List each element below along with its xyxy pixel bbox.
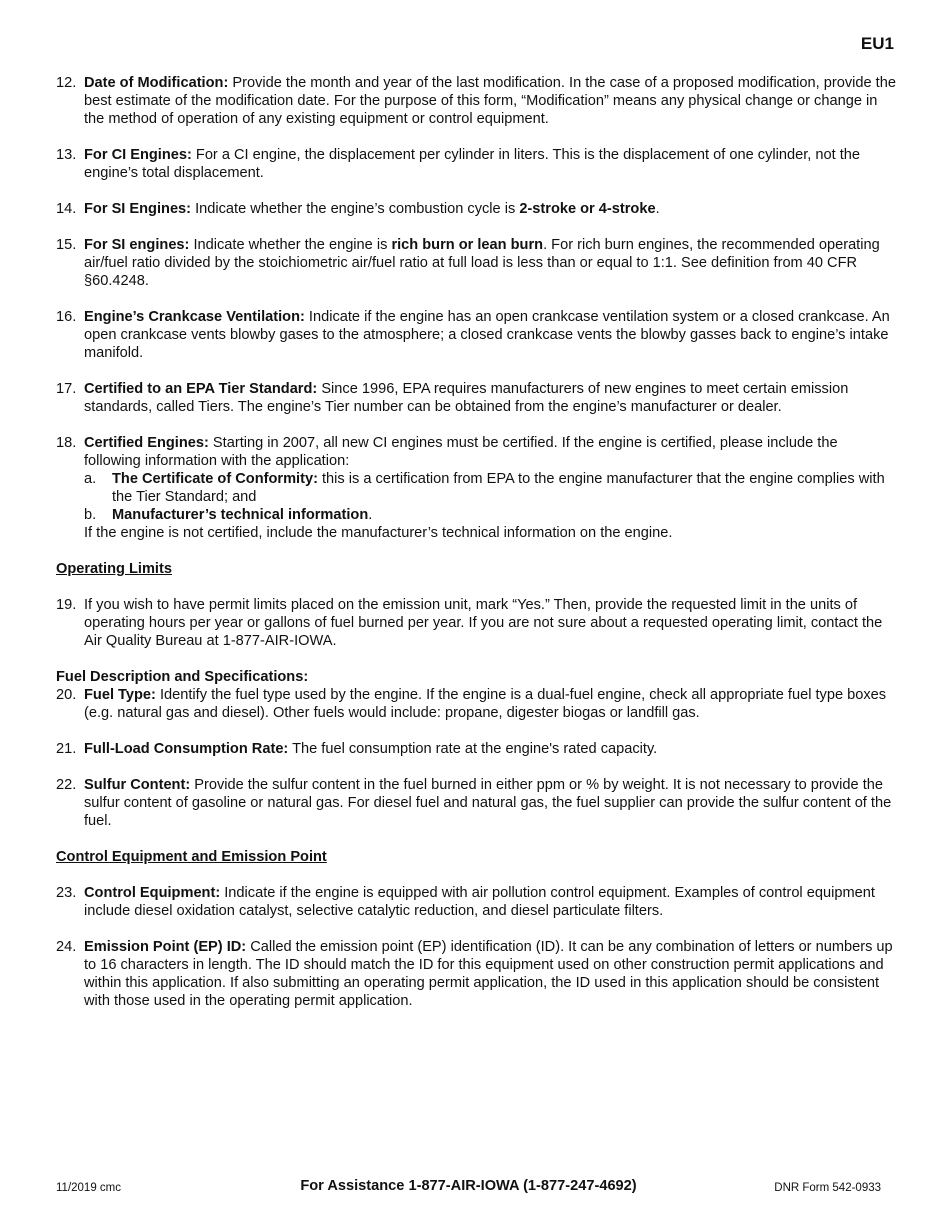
item-label: Certified to an EPA Tier Standard: [84,381,318,397]
item-12: 12. Date of Modification: Provide the month and year of the last modification. In the case of a proposed modification, provide the best estimate of the modification date. For the purpose of this form, “Modification” means any physical change or change in the method of operation of any existing equipment or control equipment. [56,75,896,127]
item-18: 18. Certified Engines: Starting in 2007, all new CI engines must be certified. If the engine is certified, please include the following information with the application: a. The Certificate of Conformity: this is a certification from EPA to the engine manufacturer that the engine complies with the Tier Standard; and b. Manufacturer’s technical information. If the engine is not certified, include the manufacturer’s technical information on the engine. [56,434,896,542]
item-note: If the engine is not certified, include the manufacturer’s technical information on the engine. [84,525,673,541]
page-footer [56,1178,881,1198]
item-label: For SI Engines: [84,201,192,217]
item-label: Full-Load Consumption Rate: [84,741,289,757]
item-22: 22. Sulfur Content: Provide the sulfur content in the fuel burned in either ppm or % by weight. It is not necessary to provide the sulfur content of gasoline or natural gas. For diesel fuel and natural gas, the fuel supplier can provide the sulfur content of the fuel. [56,777,892,829]
section-heading-fuel: Fuel Description and Specifications: [56,669,309,685]
item-label: Fuel Type: [84,687,156,703]
item-19: 19. If you wish to have permit limits placed on the emission unit, mark “Yes.” Then, provide the requested limit in the units of operating hours per year or gallons of fuel burned per year. If you are not sure about a requested operating limit, contact the Air Quality Bureau at 1-877-AIR-IOWA. [56,597,883,649]
item-24: 24. Emission Point (EP) ID: Called the emission point (EP) identification (ID). It can be any combination of letters or numbers up to 16 characters in length. The ID should match the ID for this equipment used on other construction permit applications and within this application. If also submitting an operating permit application, the ID used in this application should be consistent with those used in the operating permit application. [56,939,893,1009]
form-id: EU1 [860,34,894,53]
footer-form-number: DNR Form 542-0933 [774,1182,881,1194]
item-label: Engine’s Crankcase Ventilation: [84,309,305,325]
item-15: 15. For SI engines: Indicate whether the engine is rich burn or lean burn. For rich burn engines, the recommended operating air/fuel ratio divided by the stoichiometric air/fuel ratio at full load is less than or equal to 1:1. See definition from 40 CFR §60.4248. [56,237,880,289]
sub-item-a: a. The Certificate of Conformity: this is a certification from EPA to the engine manufacturer that the engine complies with the Tier Standard; and [84,471,885,505]
item-14: 14. For SI Engines: Indicate whether the engine’s combustion cycle is 2-stroke or 4-stroke. [56,201,660,217]
section-heading-control-equipment: Control Equipment and Emission Point [56,849,327,865]
item-21: 21. Full-Load Consumption Rate: The fuel consumption rate at the engine's rated capacity. [56,741,658,757]
instructions-content [56,74,896,1028]
section-heading-operating-limits: Operating Limits [56,561,172,577]
item-label: For CI Engines: [84,147,192,163]
item-16: 16. Engine’s Crankcase Ventilation: Indicate if the engine has an open crankcase ventilation system or a closed crankcase. An open crankcase vents blowby gases to the atmosphere; a closed crankcase vents the blowby gasses back to engine’s intake manifold. [56,309,890,361]
item-20: 20. Fuel Type: Identify the fuel type used by the engine. If the engine is a dual-fuel engine, check all appropriate fuel type boxes (e.g. natural gas and diesel). Other fuels would include: propane, digester biogas or landfill gas. [56,687,887,721]
item-label: Date of Modification: [84,75,229,91]
footer-assistance: For Assistance 1-877-AIR-IOWA (1-877-247-4692) [300,1178,637,1194]
item-label: Emission Point (EP) ID: [84,939,247,955]
item-23: 23. Control Equipment: Indicate if the engine is equipped with air pollution control equipment. Examples of control equipment include diesel oxidation catalyst, selective catalytic reduction, and diesel particulate filters. [56,885,875,919]
item-label: Certified Engines: [84,435,209,451]
item-label: For SI engines: [84,237,190,253]
footer-date: 11/2019 cmc [56,1182,121,1194]
sub-item-b: b. Manufacturer’s technical information. [84,507,373,523]
item-label: Sulfur Content: [84,777,191,793]
item-17: 17. Certified to an EPA Tier Standard: Since 1996, EPA requires manufacturers of new engines to meet certain emission standards, called Tiers. The engine’s Tier number can be obtained from the engine’s manufacturer or dealer. [56,381,849,415]
item-label: Control Equipment: [84,885,221,901]
item-13: 13. For CI Engines: For a CI engine, the displacement per cylinder in liters. This is the displacement of one cylinder, not the engine’s total displacement. [56,147,860,181]
